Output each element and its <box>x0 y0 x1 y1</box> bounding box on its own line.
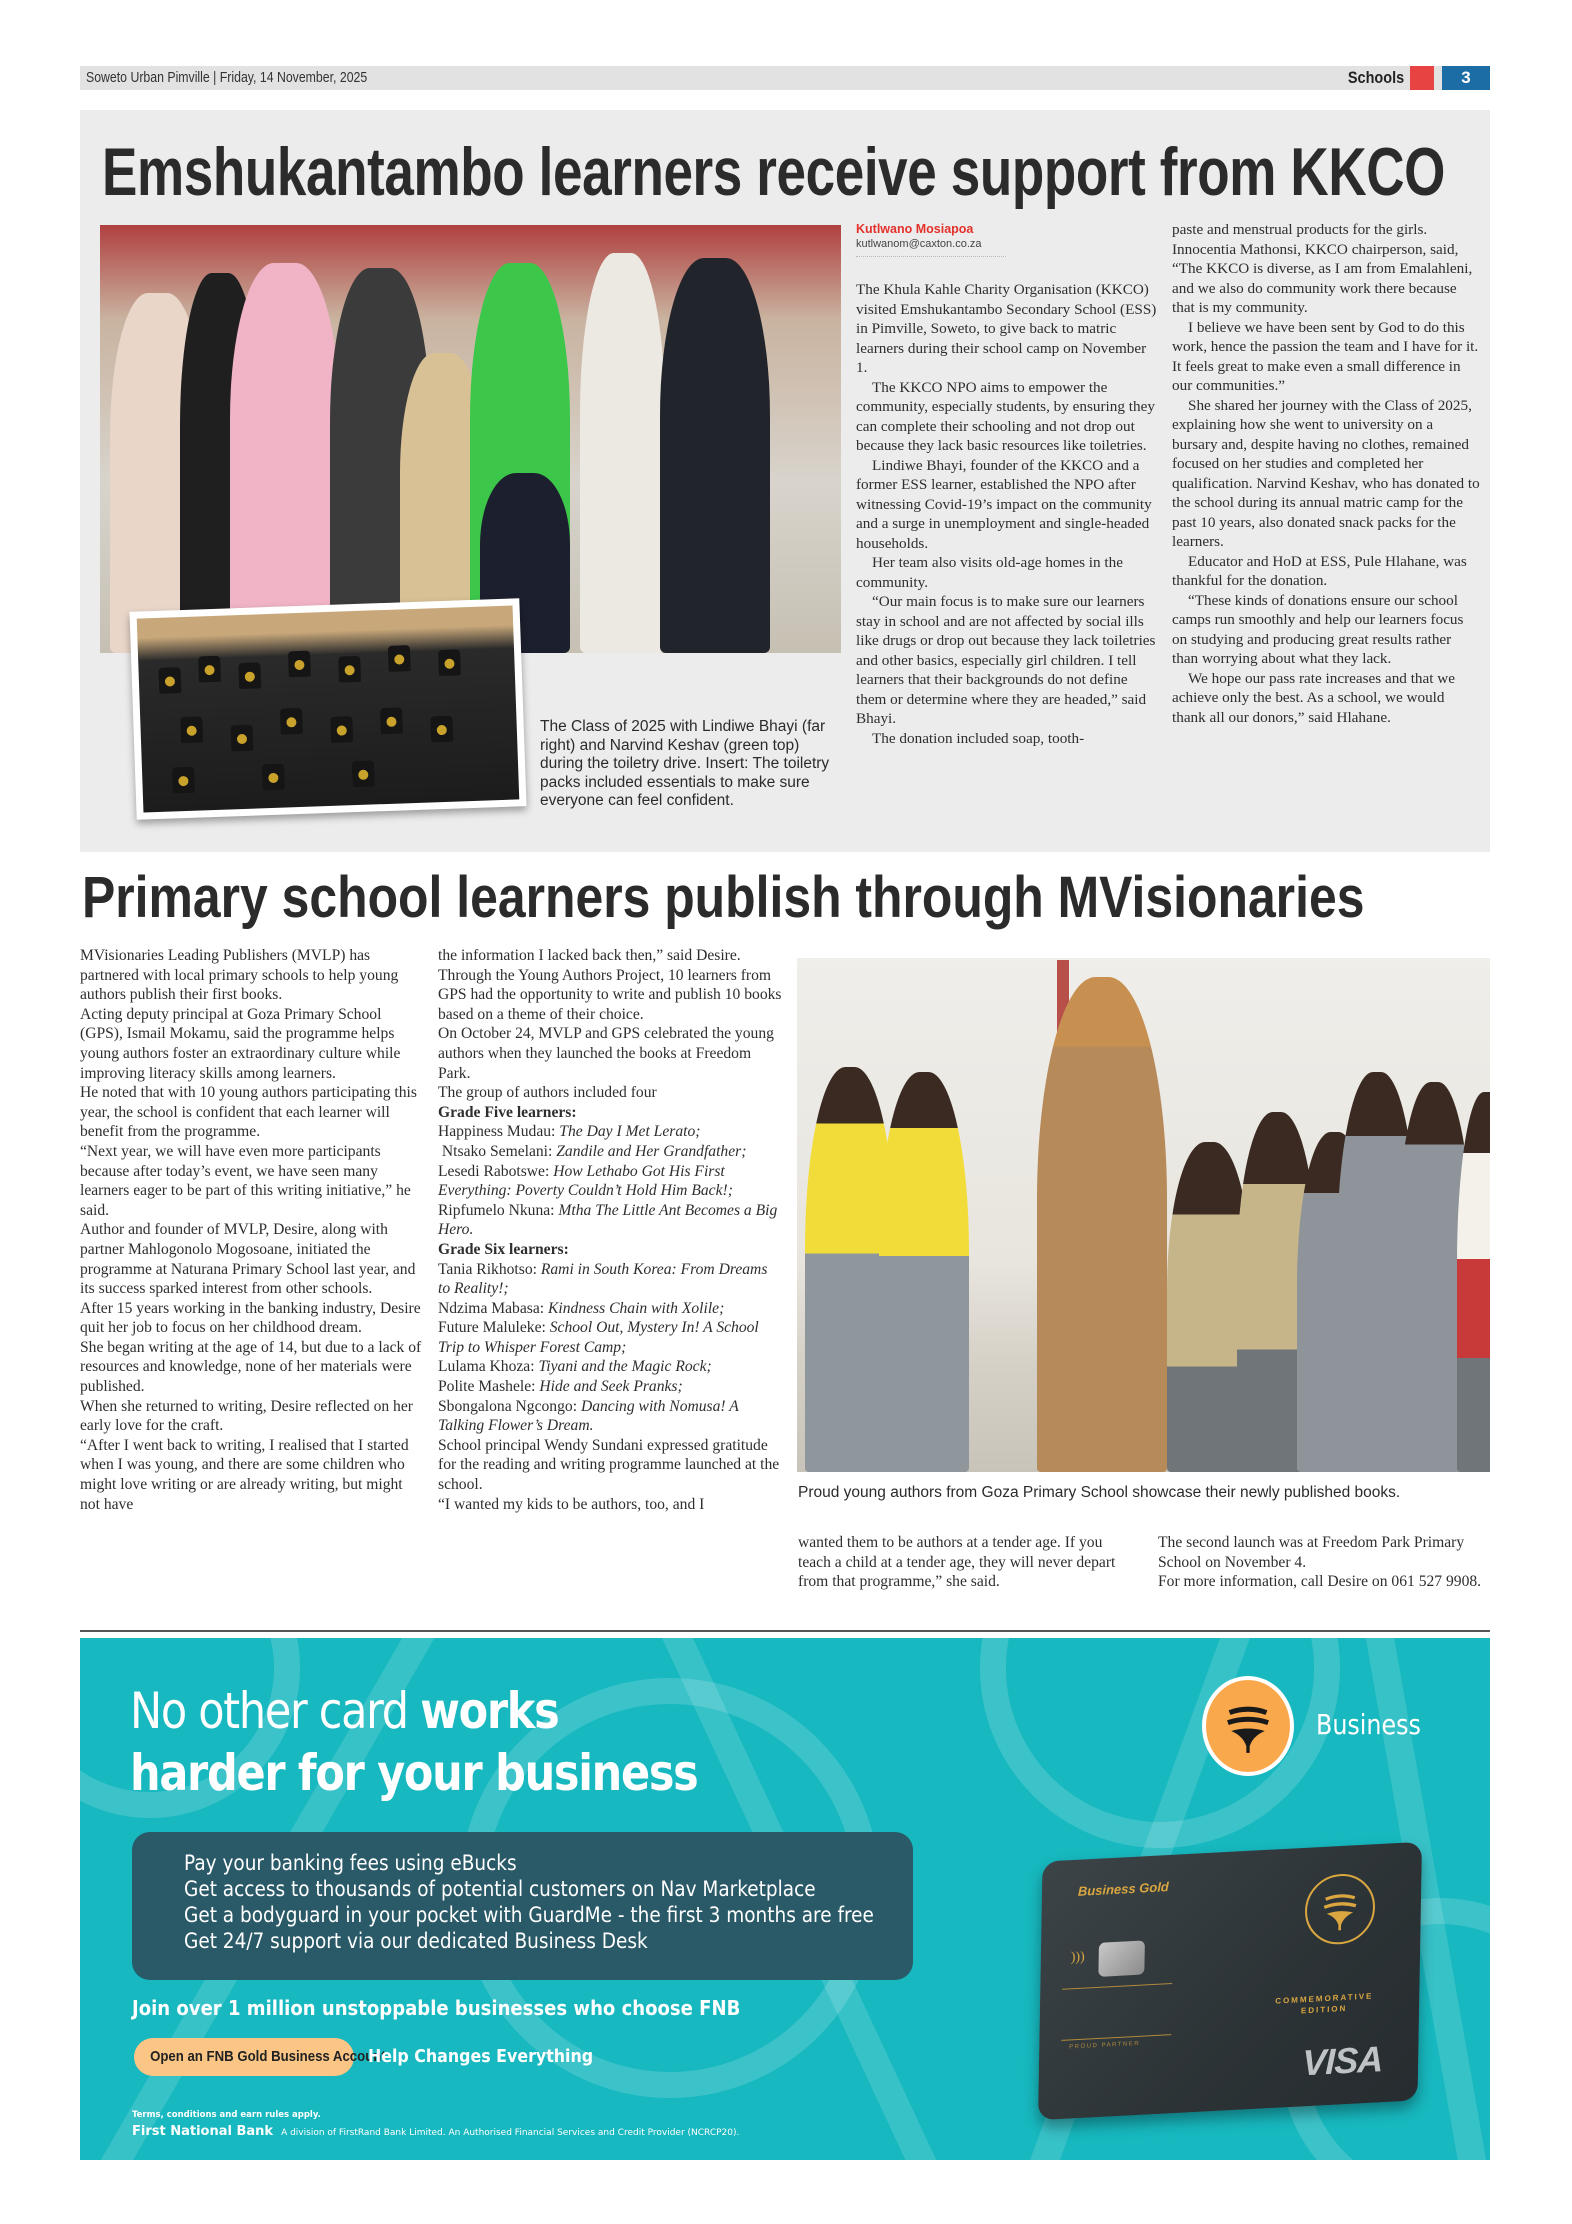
paragraph: The Khula Kahle Charity Organisation (KKCO) visited Emshukantambo Secondary School (ESS) in Pimville, Soweto, to give back to matric learners during their school camp on November 1. <box>856 281 1157 376</box>
story2-column-1 <box>80 946 425 1514</box>
chip-icon <box>1098 1940 1145 1976</box>
paragraph: paste and menstrual products for the girls. Innocentia Mathonsi, KKCO chairperson, said, “The KKCO is diverse, as I am from Emalahleni, and we also do community work there because that is my community. <box>1172 221 1473 316</box>
section-label: Schools <box>1347 68 1404 87</box>
story2-column-4 <box>1158 1533 1488 1592</box>
author-entry: Lesedi Rabotswe: How Lethabo Got His First Everything: Poverty Couldn’t Hold Him Back!; <box>438 1162 733 1200</box>
story1-column-1 <box>856 280 1158 748</box>
paragraph: Acting deputy principal at Goza Primary School (GPS), Ismail Mokamu, said the programme helps young authors foster an extraordinary culture while improving literacy skills among learners. <box>80 1005 401 1082</box>
story1-main-photo <box>100 225 841 653</box>
benefit-item: Get a bodyguard in your pocket with GuardMe - the first 3 months are free <box>184 1903 874 1927</box>
byline-name: Kutlwano Mosiapoa <box>856 222 974 236</box>
edition-text: COMMEMORATIVE EDITION <box>1275 1991 1374 2016</box>
dateline: Soweto Urban Pimville | Friday, 14 November, 2025 <box>86 69 368 86</box>
paragraph: School principal Wendy Sundani expressed gratitude for the reading and writing programme launched at the school. <box>438 1436 780 1494</box>
partner-text: PROUD PARTNER <box>1069 2040 1141 2051</box>
brand-label: Business <box>1316 1708 1421 1741</box>
business-gold-card <box>1038 1842 1422 2120</box>
slogan: Help Changes Everything <box>368 2046 594 2067</box>
author-entry: Tania Rikhotso: Rami in South Korea: From Dreams to Reality!; <box>438 1260 768 1298</box>
story2-column-3 <box>798 1533 1138 1592</box>
visa-logo: VISA <box>1302 2038 1383 2084</box>
author-entry: Lulama Khoza: Tiyani and the Magic Rock; <box>438 1358 712 1376</box>
author-entry: Ntsako Semelani: Zandile and Her Grandfather; <box>441 1142 747 1160</box>
benefits-box <box>132 1832 913 1980</box>
paragraph: After 15 years working in the banking industry, Desire quit her job to focus on her childhood dream. <box>80 1299 421 1337</box>
author-entry: Ripfumelo Nkuna: Mtha The Little Ant Becomes a Big Hero. <box>438 1201 778 1239</box>
paragraph: The group of authors included four <box>438 1084 657 1102</box>
paragraph: The donation included soap, tooth- <box>872 729 1085 747</box>
ad-headline: No other card works harder for your business <box>130 1682 698 1802</box>
byline-email[interactable]: kutlwanom@caxton.co.za <box>856 238 982 250</box>
card-fnb-logo-icon <box>1304 1872 1375 1946</box>
paragraph: wanted them to be authors at a tender age. If you teach a child at a tender age, they will never depart from that programme,” she said. <box>798 1534 1116 1591</box>
paragraph: She began writing at the age of 14, but due to a lack of resources and knowledge, none of her materials were published. <box>80 1338 422 1396</box>
author-entry: Happiness Mudau: The Day I Met Lerato; <box>438 1123 701 1141</box>
story2-column-2 <box>438 946 783 1514</box>
paragraph: I believe we have been sent by God to do this work, hence the passion the team and I have for it. It feels great to make even a small difference in our communities.” <box>1172 318 1479 394</box>
benefit-item: Pay your banking fees using eBucks <box>184 1851 517 1875</box>
paragraph: Educator and HoD at ESS, Pule Hlahane, was thankful for the donation. <box>1172 552 1467 589</box>
page-header <box>80 66 1490 90</box>
story2-headline: Primary school learners publish through MVisionaries <box>82 865 1365 930</box>
author-entry: Future Maluleke: School Out, Mystery In! A School Trip to Whisper Forest Camp; <box>438 1319 759 1356</box>
paragraph: She shared her journey with the Class of 2025, explaining how she went to university on a bursary and, despite having no clothes, remained focused on her studies and completed her qualification. Narvind Keshav, who has donated to the school during its annual matric camp for the past 10 years, also donated snack packs for the learners. <box>1172 396 1480 550</box>
paragraph: Through the Young Authors Project, 10 learners from GPS had the opportunity to write and publish 10 books based on a theme of their choice. <box>438 966 782 1023</box>
fnb-tree-logo-icon <box>1202 1676 1294 1776</box>
legal-text: First National Bank A division of FirstRand Bank Limited. An Authorised Financial Services and Credit Provider (NCRCP20). <box>132 2124 740 2139</box>
contactless-icon: ))) <box>1070 1949 1085 1966</box>
author-entry: Sbongalona Ngcongo: Dancing with Nomusa! A Talking Flower’s Dream. <box>438 1397 739 1435</box>
paragraph: Author and founder of MVLP, Desire, along with partner Mahlogonolo Mogosoane, initiated the programme at Naturana Primary School last year, and its success sparked interest from other schools. <box>80 1221 416 1298</box>
benefit-item: Get access to thousands of potential customers on Nav Marketplace <box>184 1877 816 1901</box>
page-number: 3 <box>1442 66 1490 90</box>
paragraph: On October 24, MVLP and GPS celebrated the young authors when they launched the books at Freedom Park. <box>438 1025 774 1082</box>
paragraph: “Our main focus is to make sure our learners stay in school and are not affected by social ills like drugs or drop out because they lack toiletries and other basics, especially girl children. I tell learners that their backgrounds do not define them or determine where they are headed,” said Bhayi. <box>856 593 1156 727</box>
author-entry: Ndzima Mabasa: Kindness Chain with Xolile; <box>438 1299 725 1317</box>
paragraph: Her team also visits old-age homes in the community. <box>856 554 1123 591</box>
open-account-button[interactable]: Open an FNB Gold Business Account <box>134 2038 354 2076</box>
terms-text: Terms, conditions and earn rules apply. <box>132 2110 321 2120</box>
story1-caption: The Class of 2025 with Lindiwe Bhayi (far right) and Narvind Keshav (green top) during the toiletry drive. Insert: The toiletry packs included essentials to make sure everyone can feel confident. <box>540 718 830 810</box>
paragraph: the information I lacked back then,” said Desire. <box>438 947 741 964</box>
byline-rule <box>856 256 1006 257</box>
story1-column-2 <box>1172 220 1480 727</box>
paragraph: The second launch was at Freedom Park Primary School on November 4. <box>1158 1534 1465 1571</box>
paragraph: We hope our pass rate increases and that we achieve only the best. As a school, we would thank all our donors,” said Hlahane. <box>1172 669 1455 726</box>
paragraph: “After I went back to writing, I realised that I started when I was young, and there are some children who might love writing or are already writing, but might not have <box>80 1436 409 1513</box>
paragraph: The KKCO NPO aims to empower the community, especially students, by ensuring they can complete their schooling and not drop out because they lack basic resources like toiletries. <box>856 378 1155 454</box>
paragraph: For more information, call Desire on 061 527 9908. <box>1158 1573 1482 1591</box>
story2-photo <box>797 950 1490 1472</box>
story1-headline: Emshukantambo learners receive support from KKCO <box>102 134 1446 210</box>
story2-caption: Proud young authors from Goza Primary School showcase their newly published books. <box>798 1484 1401 1501</box>
paragraph: “These kinds of donations ensure our school camps run smoothly and help our learners focus on studying and producing great results rather than worrying about what they lack. <box>1172 591 1464 667</box>
paragraph: When she returned to writing, Desire reflected on her early love for the craft. <box>80 1397 413 1435</box>
paragraph: He noted that with 10 young authors participating this year, the school is confident that each learner will benefit from the programme. <box>80 1084 417 1141</box>
paragraph: “Next year, we will have even more participants because after today’s event, we have seen many learners eager to be part of this writing initiative,” he said. <box>80 1142 411 1219</box>
section-color-tab <box>1410 66 1434 90</box>
author-entry: Polite Mashele: Hide and Seek Pranks; <box>438 1378 683 1396</box>
paragraph: “I wanted my kids to be authors, too, and I <box>438 1495 705 1513</box>
card-title: Business Gold <box>1077 1879 1169 1899</box>
benefit-item: Get 24/7 support via our dedicated Business Desk <box>184 1929 648 1953</box>
story1-insert-photo <box>129 598 526 819</box>
grade5-heading: Grade Five learners: <box>438 1103 577 1121</box>
join-text: Join over 1 million unstoppable businesses who choose FNB <box>132 1996 741 2020</box>
section-divider <box>80 1630 1490 1632</box>
grade6-heading: Grade Six learners: <box>438 1240 569 1258</box>
paragraph: Lindiwe Bhayi, founder of the KKCO and a former ESS learner, established the NPO after witnessing Covid-19’s impact on the community and a surge in unemployment and single-headed households. <box>856 456 1152 552</box>
springbok-partner-badge <box>1061 1983 1172 2041</box>
paragraph: MVisionaries Leading Publishers (MVLP) has partnered with local primary schools to help young authors publish their first books. <box>80 947 399 1004</box>
